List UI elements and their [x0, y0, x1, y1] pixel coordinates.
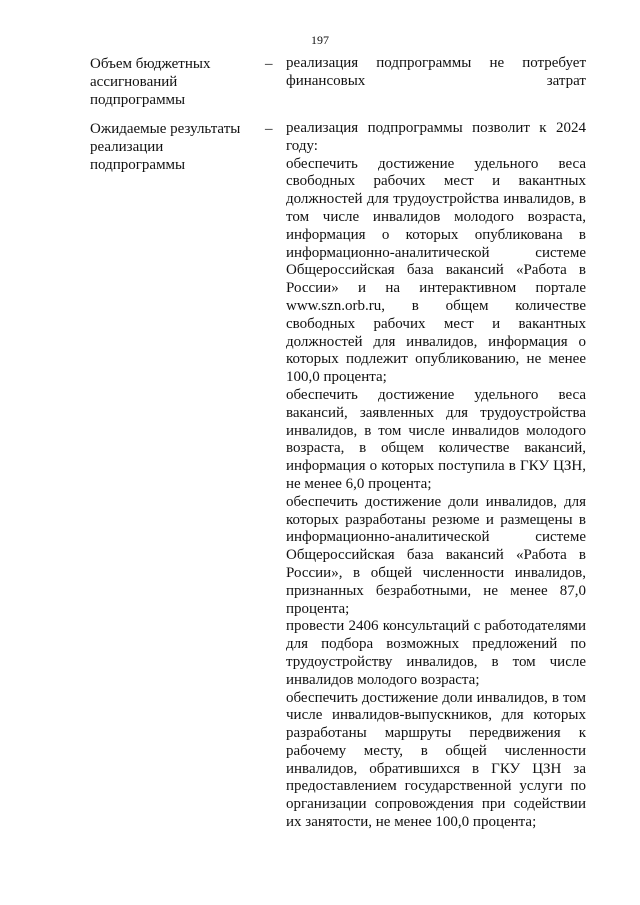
budget-paragraph: реализация подпрограммы не потребует финансовых затрат — [286, 55, 586, 89]
results-paragraph-consultations: провести 2406 консультаций с работодателями для подбора возможных предложений по трудоустройству инвалидов, в том числе инвалидов молодого возраста; — [286, 618, 586, 688]
results-paragraph-declared-vacancies: обеспечить достижение удельного веса вакансий, заявленных для трудоустройства инвалидов, в том числе инвалидов молодого возраста, в общем количестве вакансий, информация о которых поступила в ГКУ ЦЗН, не менее 6,0 процента; — [286, 386, 586, 492]
budget-label: Объем бюджетных ассигнований подпрограммы — [90, 56, 211, 108]
results-content — [286, 120, 586, 832]
results-paragraph-routes: обеспечить достижение доли инвалидов, в том числе инвалидов-выпускников, для которых разработаны маршруты передвижения к рабочему месту, в общей численности инвалидов, обратившихся в ГКУ ЦЗН за предоставлением государственной услуги по организации сопровождения при содействии их занятости, не менее 100,0 процента; — [286, 689, 586, 831]
results-intro-paragraph: реализация подпрограммы позволит к 2024 году: — [286, 120, 586, 154]
results-label: Ожидаемые результаты реализации подпрограммы — [90, 121, 241, 173]
results-dash: – — [265, 121, 273, 137]
results-paragraph-resumes: обеспечить достижение доли инвалидов, для которых разработаны резюме и размещены в информационно-аналитической системе Общероссийская база вакансий «Работа в России», в общей численности инвалидов, признанных безработными, не менее 87,0 процента; — [286, 493, 586, 617]
budget-content — [286, 55, 586, 91]
page-number: 197 — [311, 33, 329, 47]
budget-dash: – — [265, 56, 273, 72]
results-paragraph-vacancy-share: обеспечить достижение удельного веса свободных рабочих мест и вакантных должностей для трудоустройства инвалидов, в том числе инвалидов молодого возраста, информация о которых опубликована в информационно-аналитической системе Общероссийская база вакансий «Работа в России» и на интерактивном портале www.szn.orb.ru, в общем количестве свободных рабочих мест и вакантных должностей для инвалидов, информация о которых подлежит опубликованию, не менее 100,0 процента; — [286, 155, 586, 386]
